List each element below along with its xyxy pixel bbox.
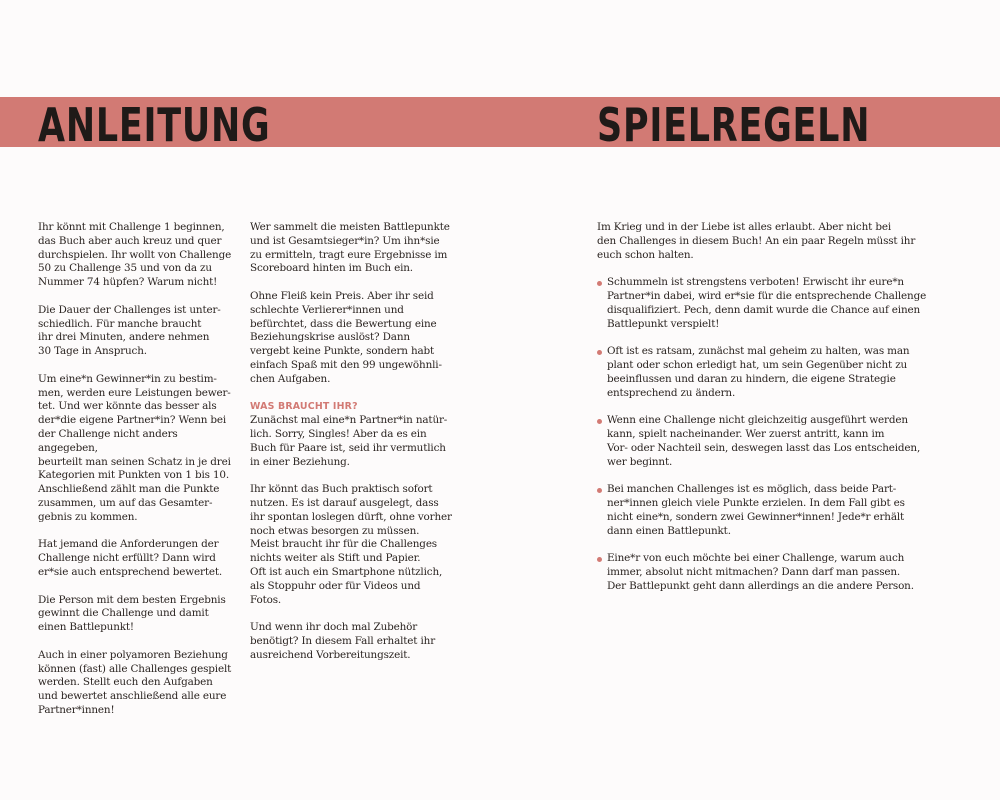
paragraph: Hat jemand die Anforderungen der Challenge nicht erfüllt? Dann wird er*sie auch entsprechend bewertet. <box>38 538 223 578</box>
rules-list <box>597 276 927 593</box>
rule-text: Eine*r von euch möchte bei einer Challenge, warum auch immer, absolut nicht mitmachen? Dann darf man passen. Der Battlepunkt geht dann allerdings an die andere Person. <box>607 552 914 592</box>
rule-item <box>597 483 927 538</box>
paragraph: Ihr könnt das Buch praktisch sofort nutzen. Es ist darauf ausgelegt, dass ihr spontan loslegen dürft, ohne vorher noch etwas besorgen zu müssen. Meist braucht ihr für die Challenges nichts weiter als Stift und Papier. Oft ist auch ein Smartphone nützlich, als Stoppuhr oder für Videos und Fotos. <box>250 483 452 606</box>
dot-bullet-icon <box>597 281 602 286</box>
paragraph: Ihr könnt mit Challenge 1 beginnen, das Buch aber auch kreuz und quer durchspielen. Ihr wollt von Challenge 50 zu Challenge 35 und von da zu Nummer 74 hüpfen? Warum nicht! <box>38 221 232 289</box>
rule-item <box>597 552 927 593</box>
rule-text: Bei manchen Challenges ist es möglich, dass beide Part- ner*innen gleich viele Punkte erzielen. In dem Fall gibt es nicht eine*n, sondern zwei Gewinner*innen! Jede*r erhält dann einen Battlepunkt. <box>607 483 905 537</box>
paragraph: Die Dauer der Challenges ist unter- schiedlich. Für manche braucht ihr drei Minuten, andere nehmen 30 Tage in Anspruch. <box>38 303 221 358</box>
paragraph: Auch in einer polyamoren Beziehung können (fast) alle Challenges gespielt werden. Stellt euch den Aufgaben und bewertet anschließend alle eure Partner*innen! <box>38 648 232 716</box>
rule-item <box>597 345 927 400</box>
rule-item <box>597 276 927 331</box>
dot-bullet-icon <box>597 350 602 355</box>
heading-anleitung: ANLEITUNG <box>38 98 271 152</box>
dot-bullet-icon <box>597 488 602 493</box>
paragraph: Ohne Fleiß kein Preis. Aber ihr seid schlechte Verlierer*innen und befürchtet, dass die Bewertung eine Beziehungskrise auslöst? Dann vergebt keine Punkte, sondern habt einfach Spaß mit den 99 ungewöhnli- chen Aufgaben. <box>250 289 442 385</box>
paragraph: Zunächst mal eine*n Partner*in natür- lich. Sorry, Singles! Aber da es ein Buch für Paare ist, seid ihr vermutlich in einer Beziehung. <box>250 414 448 468</box>
rule-text: Wenn eine Challenge nicht gleichzeitig ausgeführt werden kann, spielt nacheinander. Wer zuerst antritt, kann im Vor- oder Nachteil sein, deswegen lasst das Los entscheiden, wer beginnt. <box>607 414 921 468</box>
dot-bullet-icon <box>597 557 602 562</box>
anleitung-column-1 <box>38 221 240 731</box>
subheading-was-braucht-ihr: WAS BRAUCHT IHR? <box>250 401 358 413</box>
anleitung-column-2 <box>250 221 460 676</box>
rule-text: Oft ist es ratsam, zunächst mal geheim zu halten, was man plant oder schon erledigt hat, um sein Gegenüber nicht zu beeinflussen und daran zu hindern, die eigene Strategie entsprechend zu ändern. <box>607 345 910 399</box>
paragraph: Die Person mit dem besten Ergebnis gewinnt die Challenge und damit einen Battlepunkt! <box>38 593 226 634</box>
intro-paragraph: Im Krieg und in der Liebe ist alles erlaubt. Aber nicht bei den Challenges in diesem Buch! An ein paar Regeln müsst ihr euch schon halten. <box>597 221 916 261</box>
subsection <box>250 400 460 469</box>
dot-bullet-icon <box>597 419 602 424</box>
rule-text: Schummeln ist strengstens verboten! Erwischt ihr eure*n Partner*in dabei, wird er*sie für die entsprechende Challenge disqualifiziert. Pech, denn damit wurde die Chance auf einen Battlepunkt verspielt! <box>607 276 927 330</box>
spielregeln-column <box>597 221 927 607</box>
heading-spielregeln: SPIELREGELN <box>597 98 871 152</box>
rule-item <box>597 414 927 469</box>
paragraph: Wer sammelt die meisten Battlepunkte und ist Gesamtsieger*in? Um ihn*sie zu ermitteln, tragt eure Ergebnisse im Scoreboard hinten im Buch ein. <box>250 221 450 275</box>
paragraph: Um eine*n Gewinner*in zu bestim- men, werden eure Leistungen bewer- tet. Und wer könnte das besser als der*die eigene Partner*in? Wenn bei der Challenge nicht anders angegeben, beurteilt man seinen Schatz in je drei Kategorien mit Punkten von 1 bis 10. Anschließend zählt man die Punkte zusammen, um auf das Gesamter- gebnis zu kommen. <box>38 372 231 523</box>
paragraph: Und wenn ihr doch mal Zubehör benötigt? In diesem Fall erhaltet ihr ausreichend Vorbereitungszeit. <box>250 621 436 661</box>
